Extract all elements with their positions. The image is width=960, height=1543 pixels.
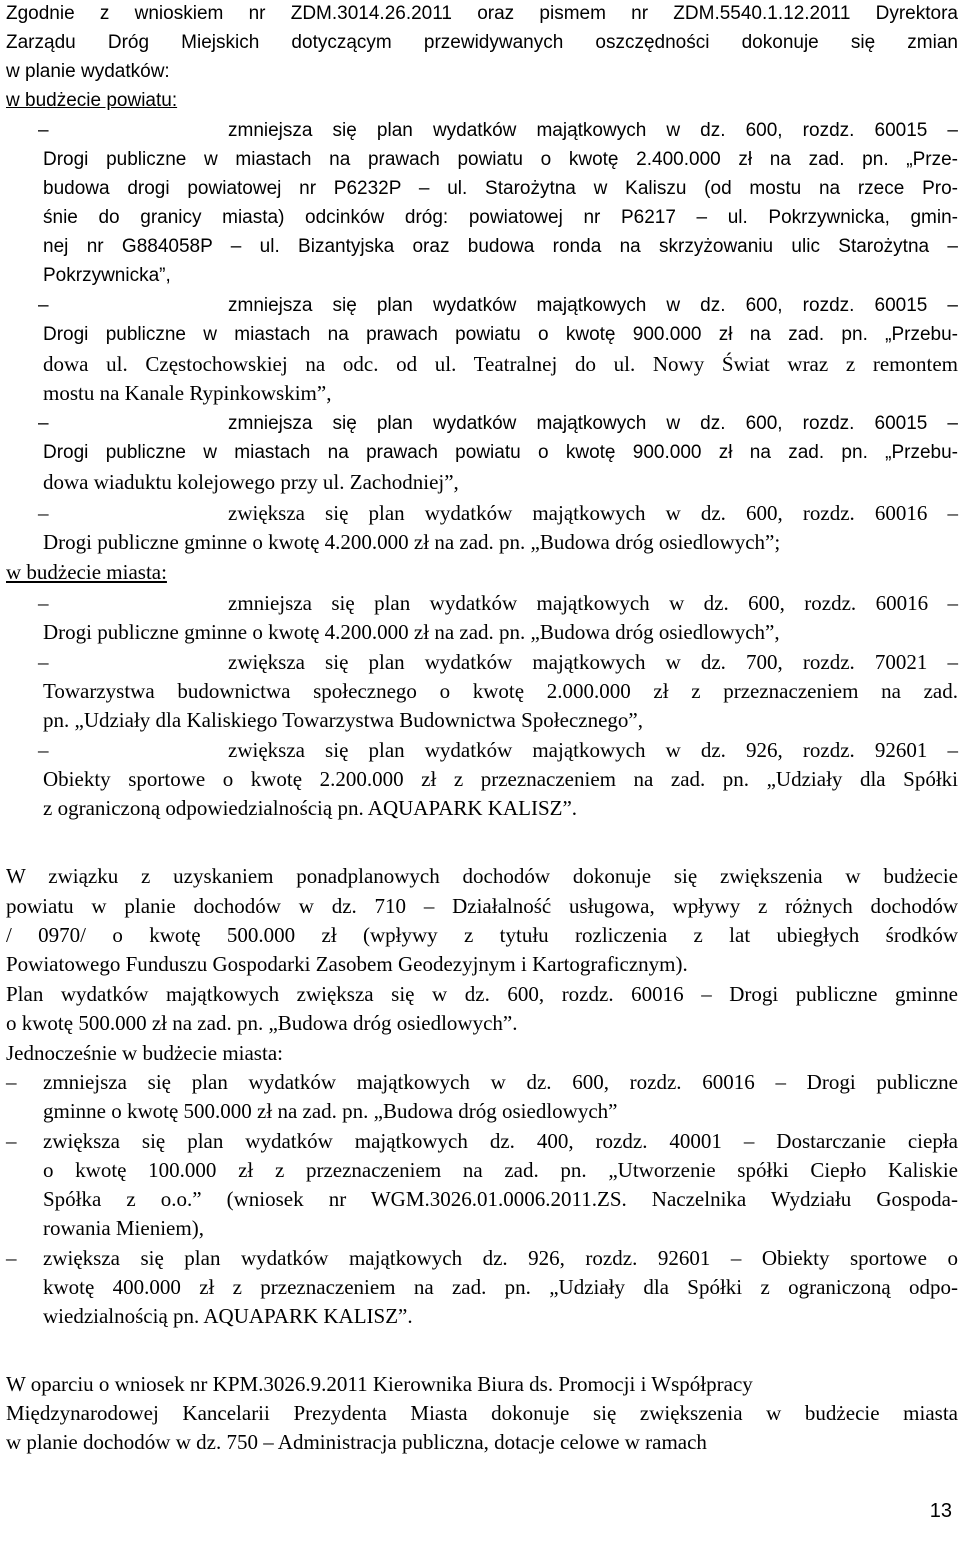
list-item: – zmniejsza się plan wydatków majątkowych w dz. 600, rozdz. 60016 – Drogi publiczne [6,1070,958,1094]
text-line: o kwotę 100.000 zł z przeznaczeniem na zad. pn. „Utworzenie spółki Ciepło Kaliskie [43,1158,958,1182]
text-line: pn. „Udziały dla Kaliskiego Towarzystwa Budownictwa Społecznego”, [43,708,643,732]
section-heading-miasto: w budżecie miasta: [6,560,167,584]
text-line: śnie do granicy miasta) odcinków dróg: powiatowej nr P6217 – ul. Pokrzywnicka, gmin- [43,207,958,228]
text-line: w planie wydatków: [6,61,170,82]
text-line: / 0970/ o kwotę 500.000 zł (wpływy z tytułu rozliczenia z lat ubiegłych środków [6,923,958,947]
text-line: mostu na Kanale Rypinkowskim”, [43,381,332,405]
text-line: Spółka z o.o.” (wniosek nr WGM.3026.01.0006.2011.ZS. Naczelnika Wydziału Gospoda- [43,1187,958,1211]
text-line: Drogi publiczne w miastach na prawach powiatu o kwotę 900.000 zł na zad. pn. „Przebu- [43,442,958,463]
text-line: Obiekty sportowe o kwotę 2.200.000 zł z przeznaczeniem na zad. pn. „Udziały dla Spółki [43,767,958,791]
dash-bullet: – [38,738,49,762]
dash-bullet: – [38,295,49,316]
text-line: kwotę 400.000 zł z przeznaczeniem na zad. pn. „Udziały dla Spółki z ograniczoną odpo- [43,1275,958,1299]
text-line: gminne o kwotę 500.000 zł na zad. pn. „Budowa dróg osiedlowych” [43,1099,618,1123]
dash-bullet: – [38,413,49,434]
text-line: Jednocześnie w budżecie miasta: [6,1041,283,1065]
text-line: dowa wiaduktu kolejowego przy ul. Zachodniej”, [43,470,459,494]
list-item: – zwiększa się plan wydatków majątkowych dz. 400, rozdz. 40001 – Dostarczanie ciepła [6,1129,958,1153]
text-line: z ograniczoną odpowiedzialnością pn. AQUAPARK KALISZ”. [43,796,578,820]
text-line: powiatu w planie dochodów w dz. 710 – Działalność usługowa, wpływy z różnych dochodów [6,894,958,918]
text-line: wiedzialnością pn. AQUAPARK KALISZ”. [43,1304,413,1328]
dash-bullet: – [6,1246,17,1270]
list-item: – zwiększa się plan wydatków majątkowych dz. 926, rozdz. 92601 – Obiekty sportowe o [6,1246,958,1270]
list-item: – zmniejsza się plan wydatków majątkowych w dz. 600, rozdz. 60015 – [228,410,958,438]
text-line: Pokrzywnicka”, [43,265,171,286]
page-number: 13 [929,1500,952,1522]
list-item: – zwiększa się plan wydatków majątkowych w dz. 700, rozdz. 70021 – [38,650,958,674]
section-heading-powiat: w budżecie powiatu: [6,90,178,111]
text-line: rowania Mieniem), [43,1216,204,1240]
text-line: W oparciu o wniosek nr KPM.3026.9.2011 Kierownika Biura ds. Promocji i Współpracy [6,1372,753,1396]
text-line: W związku z uzyskaniem ponadplanowych dochodów dokonuje się zwiększenia w budżecie [6,864,958,888]
text-line: w planie dochodów w dz. 750 – Administracja publiczna, dotacje celowe w ramach [6,1430,707,1454]
list-item: – zmniejsza się plan wydatków majątkowych w dz. 600, rozdz. 60016 – [38,591,958,615]
text-line: Drogi publiczne w miastach na prawach powiatu o kwotę 900.000 zł na zad. pn. „Przebu- [43,324,958,345]
list-item: – zwiększa się plan wydatków majątkowych w dz. 600, rozdz. 60016 – [38,501,958,525]
text-line: o kwotę 500.000 zł na zad. pn. „Budowa dróg osiedlowych”. [6,1011,518,1035]
text-line: Drogi publiczne w miastach na prawach powiatu o kwotę 2.400.000 zł na zad. pn. „Prze- [43,149,958,170]
text-line: Międzynarodowej Kancelarii Prezydenta Miasta dokonuje się zwiększenia w budżecie miasta [6,1401,958,1425]
text-line: Drogi publiczne gminne o kwotę 4.200.000 zł na zad. pn. „Budowa dróg osiedlowych”; [43,530,781,554]
list-item: – zmniejsza się plan wydatków majątkowych w dz. 600, rozdz. 60015 – [228,292,958,320]
text-line: nej nr G884058P – ul. Bizantyjska oraz budowa ronda na skrzyżowaniu ulic Starożytna – [43,236,958,257]
text-line: Zgodnie z wnioskiem nr ZDM.3014.26.2011 oraz pismem nr ZDM.5540.1.12.2011 Dyrektora [6,3,958,24]
text-line: Powiatowego Funduszu Gospodarki Zasobem Geodezyjnym i Kartograficznym). [6,952,688,976]
text-line: Drogi publiczne gminne o kwotę 4.200.000 zł na zad. pn. „Budowa dróg osiedlowych”, [43,620,780,644]
list-item: – zwiększa się plan wydatków majątkowych w dz. 926, rozdz. 92601 – [38,738,958,762]
text-line: dowa ul. Częstochowskiej na odc. od ul. Teatralnej do ul. Nowy Świat wraz z remontem [43,352,958,376]
list-item: – zmniejsza się plan wydatków majątkowych w dz. 600, rozdz. 60015 – [228,117,958,145]
dash-bullet: – [38,591,49,615]
text-line: Towarzystwa budownictwa społecznego o kwotę 2.000.000 zł z przeznaczeniem na zad. [43,679,958,703]
text-line: budowa drogi powiatowej nr P6232P – ul. Starożytna w Kaliszu (od mostu na rzece Pro- [43,178,958,199]
dash-bullet: – [6,1070,17,1094]
dash-bullet: – [38,650,49,674]
text-line: Zarządu Dróg Miejskich dotyczącym przewidywanych oszczędności dokonuje się zmian [6,32,958,53]
dash-bullet: – [38,501,49,525]
text-line: Plan wydatków majątkowych zwiększa się w dz. 600, rozdz. 60016 – Drogi publiczne gminne [6,982,958,1006]
dash-bullet: – [38,120,49,141]
dash-bullet: – [6,1129,17,1153]
